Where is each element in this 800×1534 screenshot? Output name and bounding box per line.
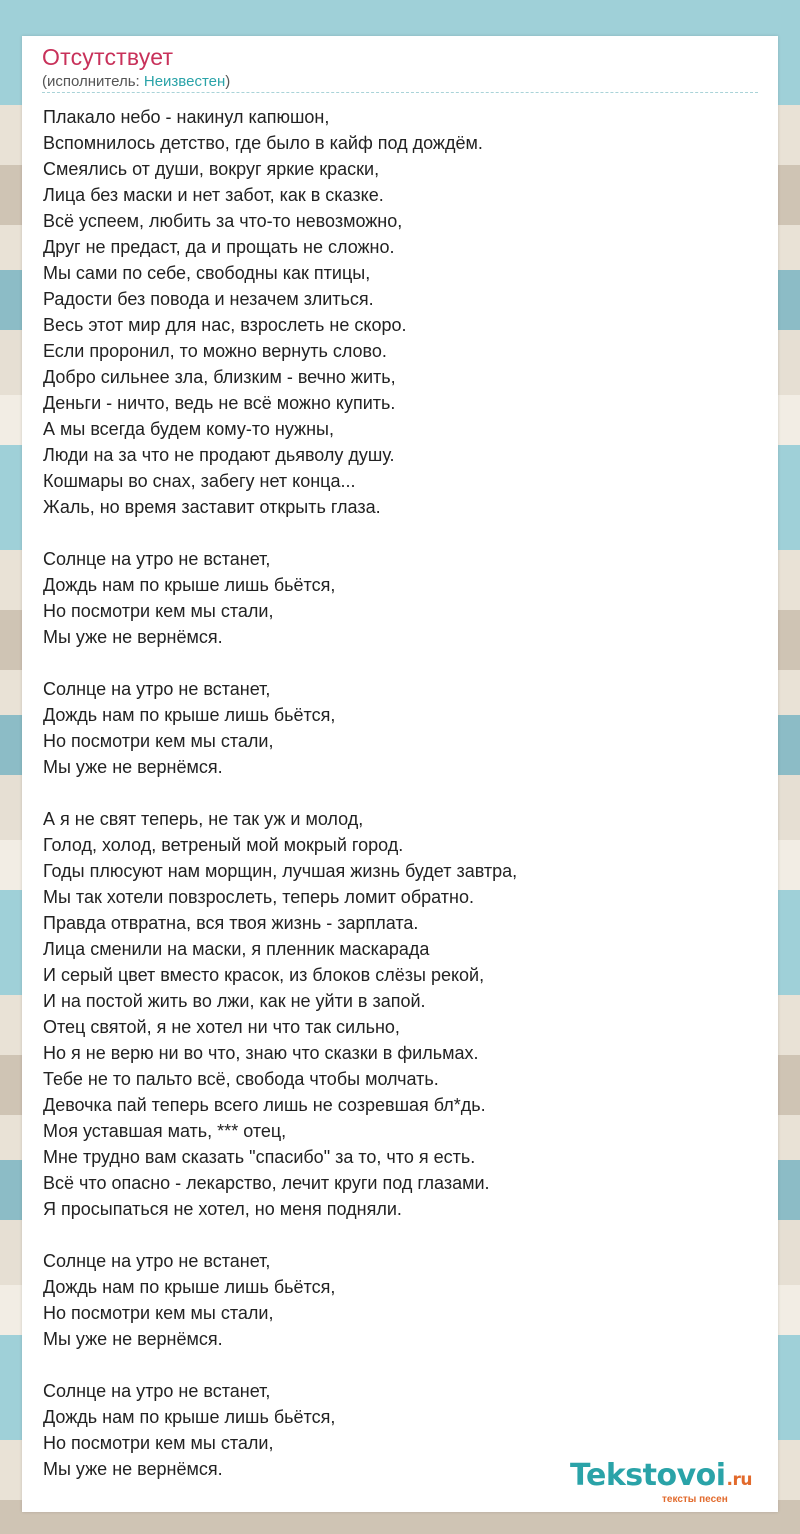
lyrics-line: Плакало небо - накинул капюшон, xyxy=(43,107,330,127)
lyrics-line: Но посмотри кем мы стали, xyxy=(43,1303,274,1323)
lyrics-line: Но посмотри кем мы стали, xyxy=(43,1433,274,1453)
lyrics-line: Мы уже не вернёмся. xyxy=(43,627,223,647)
lyrics-line: Мы уже не вернёмся. xyxy=(43,757,223,777)
logo-wordmark xyxy=(570,1458,752,1493)
lyrics-line: Дождь нам по крыше лишь бьётся, xyxy=(43,1407,336,1427)
lyrics-line: Но посмотри кем мы стали, xyxy=(43,601,274,621)
artist-line xyxy=(42,73,230,90)
lyrics-line: Голод, холод, ветреный мой мокрый город. xyxy=(43,835,404,855)
lyrics-stanza xyxy=(43,546,763,650)
lyrics-line: Деньги - ничто, ведь не всё можно купить. xyxy=(43,393,396,413)
lyrics-line: Мы сами по себе, свободны как птицы, xyxy=(43,263,371,283)
song-title: Отсутствует xyxy=(42,44,174,70)
lyrics-line: Люди на за что не продают дьяволу душу. xyxy=(43,445,395,465)
artist-prefix: (исполнитель: xyxy=(42,73,144,90)
lyrics-line: Отец святой, я не хотел ни что так сильно, xyxy=(43,1017,400,1037)
lyrics-line: Мы уже не вернёмся. xyxy=(43,1459,223,1479)
lyrics-line: Солнце на утро не встанет, xyxy=(43,1381,271,1401)
lyrics-line: И на постой жить во лжи, как не уйти в запой. xyxy=(43,991,426,1011)
lyrics-line: Я просыпаться не хотел, но меня подняли. xyxy=(43,1199,402,1219)
lyrics-line: Солнце на утро не встанет, xyxy=(43,679,271,699)
lyrics-text xyxy=(43,104,763,1482)
lyrics-line: Радости без повода и незачем злиться. xyxy=(43,289,374,309)
lyrics-line: Лица сменили на маски, я пленник маскарада xyxy=(43,939,430,959)
logo-name: Tekstovoi xyxy=(570,1458,726,1493)
lyrics-line: Смеялись от души, вокруг яркие краски, xyxy=(43,159,380,179)
lyrics-line: Друг не предаст, да и прощать не сложно. xyxy=(43,237,395,257)
lyrics-card xyxy=(22,36,778,1512)
lyrics-line: Лица без маски и нет забот, как в сказке. xyxy=(43,185,384,205)
lyrics-line: Если проронил, то можно вернуть слово. xyxy=(43,341,387,361)
lyrics-line: Правда отвратна, вся твоя жизнь - зарплата. xyxy=(43,913,419,933)
lyrics-line: А я не свят теперь, не так уж и молод, xyxy=(43,809,364,829)
lyrics-line: Дождь нам по крыше лишь бьётся, xyxy=(43,1277,336,1297)
artist-suffix: ) xyxy=(225,73,231,90)
lyrics-line: Тебе не то пальто всё, свобода чтобы молчать. xyxy=(43,1069,439,1089)
lyrics-line: Дождь нам по крыше лишь бьётся, xyxy=(43,575,336,595)
logo-tld: .ru xyxy=(726,1470,752,1490)
lyrics-line: Девочка пай теперь всего лишь не созревшая бл*дь. xyxy=(43,1095,486,1115)
lyrics-line: Солнце на утро не встанет, xyxy=(43,549,271,569)
lyrics-line: Кошмары во снах, забегу нет конца... xyxy=(43,471,356,491)
lyrics-line: Всё что опасно - лекарство, лечит круги под глазами. xyxy=(43,1173,490,1193)
lyrics-line: Весь этот мир для нас, взрослеть не скоро. xyxy=(43,315,407,335)
lyrics-line: Всё успеем, любить за что-то невозможно, xyxy=(43,211,403,231)
lyrics-stanza xyxy=(43,1248,763,1352)
lyrics-line: Но я не верю ни во что, знаю что сказки в фильмах. xyxy=(43,1043,479,1063)
lyrics-line: Солнце на утро не встанет, xyxy=(43,1251,271,1271)
lyrics-line: Мы уже не вернёмся. xyxy=(43,1329,223,1349)
lyrics-line: Но посмотри кем мы стали, xyxy=(43,731,274,751)
lyrics-stanza xyxy=(43,806,763,1222)
lyrics-line: Годы плюсуют нам морщин, лучшая жизнь будет завтра, xyxy=(43,861,518,881)
lyrics-stanza xyxy=(43,676,763,780)
lyrics-line: Мы так хотели повзрослеть, теперь ломит обратно. xyxy=(43,887,474,907)
title-divider xyxy=(42,92,758,93)
lyrics-line: Мне трудно вам сказать "спасибо" за то, что я есть. xyxy=(43,1147,476,1167)
lyrics-stanza xyxy=(43,104,763,520)
lyrics-line: А мы всегда будем кому-то нужны, xyxy=(43,419,334,439)
lyrics-line: Вспомнилось детство, где было в кайф под дождём. xyxy=(43,133,483,153)
lyrics-line: Жаль, но время заставит открыть глаза. xyxy=(43,497,381,517)
lyrics-line: Дождь нам по крыше лишь бьётся, xyxy=(43,705,336,725)
lyrics-line: И серый цвет вместо красок, из блоков слёзы рекой, xyxy=(43,965,485,985)
lyrics-line: Моя уставшая мать, *** отец, xyxy=(43,1121,287,1141)
logo-tagline: тексты песен xyxy=(662,1494,728,1505)
artist-link[interactable]: Неизвестен xyxy=(143,73,226,90)
lyrics-line: Добро сильнее зла, близким - вечно жить, xyxy=(43,367,396,387)
site-logo[interactable] xyxy=(570,1458,780,1504)
